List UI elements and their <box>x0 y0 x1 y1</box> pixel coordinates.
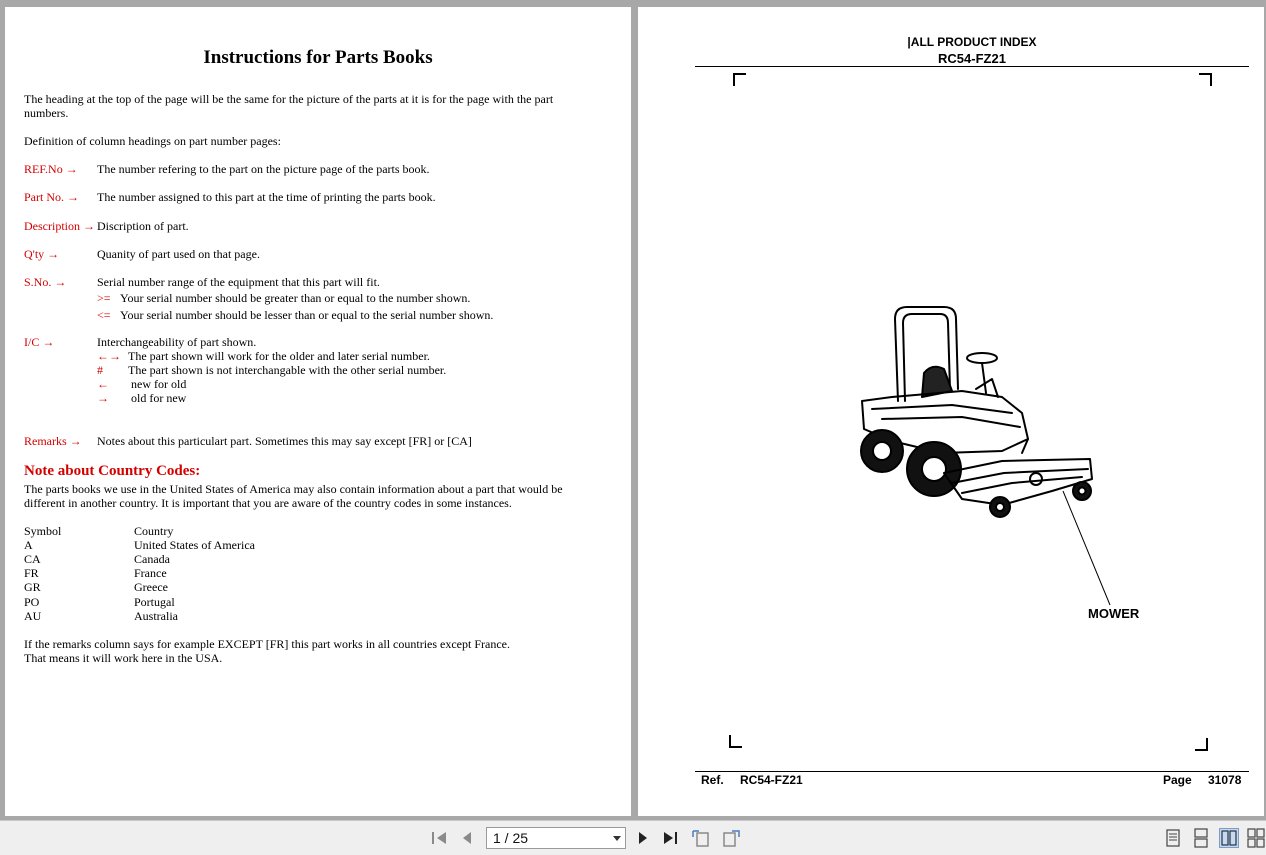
index-header-title: |ALL PRODUCT INDEX <box>907 35 1037 49</box>
country-name: Portugal <box>134 595 175 609</box>
definition-text-partno: The number assigned to this part at the time of printing the parts book. <box>97 190 436 204</box>
serial-note-symbol-ge: >= <box>97 291 111 305</box>
country-name: Australia <box>134 609 178 623</box>
previous-page-icon[interactable] <box>456 827 478 849</box>
intro-line-2: numbers. <box>24 106 69 120</box>
country-symbol: FR <box>24 566 39 580</box>
country-intro-2: different in another country. It is important that you are aware of the country codes in some instances. <box>24 496 512 510</box>
left-page <box>5 7 631 816</box>
callout-leader-line <box>1058 489 1118 609</box>
definition-text-qty: Quanity of part used on that page. <box>97 247 260 261</box>
continuous-view-icon[interactable] <box>1191 828 1211 848</box>
ic-symbol-hash: # <box>97 363 103 377</box>
single-page-view-icon[interactable] <box>1163 828 1183 848</box>
callout-label-mower: MOWER <box>1088 606 1140 621</box>
serial-note-text-ge: Your serial number should be greater than or equal to the number shown. <box>120 291 471 305</box>
ic-text-both: The part shown will work for the older and later serial number. <box>128 349 430 363</box>
country-symbol: AU <box>24 609 42 623</box>
country-name: Greece <box>134 580 168 594</box>
definition-text-ic: Interchangeability of part shown. <box>97 335 257 349</box>
definition-term-remarks: Remarks → <box>24 434 82 448</box>
country-codes-heading: Note about Country Codes: <box>24 463 201 479</box>
rotate-cw-icon[interactable] <box>720 827 742 849</box>
footer-rule <box>695 771 1249 772</box>
country-intro-1: The parts books we use in the United States of America may also contain information about a part that would be <box>24 482 563 496</box>
first-page-icon[interactable] <box>428 827 450 849</box>
crop-mark-bottom-left <box>729 735 742 748</box>
footer-ref-label: Ref. <box>701 773 724 787</box>
crop-mark-top-left <box>733 73 746 86</box>
right-page <box>638 7 1264 816</box>
chevron-down-icon <box>613 836 621 841</box>
definition-text-refno: The number refering to the part on the picture page of the parts book. <box>97 162 430 176</box>
ic-symbol-both: ←→ <box>97 349 121 363</box>
country-symbol: PO <box>24 595 40 609</box>
footer-page-label: Page <box>1163 773 1192 787</box>
footer-note-2: That means it will work here in the USA. <box>24 651 223 665</box>
page-title: Instructions for Parts Books <box>203 47 433 68</box>
ic-text-left: new for old <box>131 377 187 391</box>
country-name: Canada <box>134 552 170 566</box>
viewer-toolbar <box>0 820 1266 855</box>
country-table-header-country: Country <box>134 524 174 538</box>
serial-note-symbol-le: <= <box>97 308 111 322</box>
footer-page-value: 31078 <box>1208 773 1242 787</box>
ic-symbol-right: → <box>97 391 109 405</box>
definition-term-partno: Part No. → <box>24 190 79 204</box>
definition-text-remarks: Notes about this particulart part. Sometimes this may say except [FR] or [CA] <box>97 434 472 448</box>
header-rule <box>695 66 1249 67</box>
ic-text-hash: The part shown is not interchangable with the other serial number. <box>128 363 447 377</box>
page-number-select[interactable] <box>486 827 626 849</box>
country-name: United States of America <box>134 538 255 552</box>
country-name: France <box>134 566 167 580</box>
country-table-header-symbol: Symbol <box>24 524 62 538</box>
rotate-ccw-icon[interactable] <box>690 827 712 849</box>
crop-mark-bottom-right <box>1195 738 1208 751</box>
intro-line-1: The heading at the top of the page will be the same for the picture of the parts at it is for the page with the part <box>24 92 554 106</box>
index-header-code: RC54-FZ21 <box>938 51 1006 66</box>
definition-term-ic: I/C → <box>24 335 55 349</box>
definitions-intro: Definition of column headings on part number pages: <box>24 134 281 148</box>
two-page-continuous-icon[interactable] <box>1246 828 1266 848</box>
definition-term-description: Description → <box>24 219 95 233</box>
serial-note-text-le: Your serial number should be lesser than or equal to the serial number shown. <box>120 308 494 322</box>
country-symbol: CA <box>24 552 41 566</box>
ic-symbol-left: ← <box>97 377 109 391</box>
crop-mark-top-right <box>1199 73 1212 86</box>
definition-text-description: Discription of part. <box>97 219 189 233</box>
definition-term-qty: Q'ty → <box>24 247 60 261</box>
footer-ref-value: RC54-FZ21 <box>740 773 803 787</box>
country-symbol: A <box>24 538 33 552</box>
last-page-icon[interactable] <box>660 827 682 849</box>
footer-note-1: If the remarks column says for example EXCEPT [FR] this part works in all countries except France. <box>24 637 510 651</box>
next-page-icon[interactable] <box>632 827 654 849</box>
page-indicator: 1 / 25 <box>493 830 529 846</box>
two-page-view-icon[interactable] <box>1219 828 1239 848</box>
definition-term-sno: S.No. → <box>24 275 67 289</box>
definition-text-sno: Serial number range of the equipment that this part will fit. <box>97 275 380 289</box>
definition-term-refno: REF.No → <box>24 162 78 176</box>
mower-illustration <box>852 301 1102 521</box>
country-symbol: GR <box>24 580 41 594</box>
ic-text-right: old for new <box>131 391 187 405</box>
